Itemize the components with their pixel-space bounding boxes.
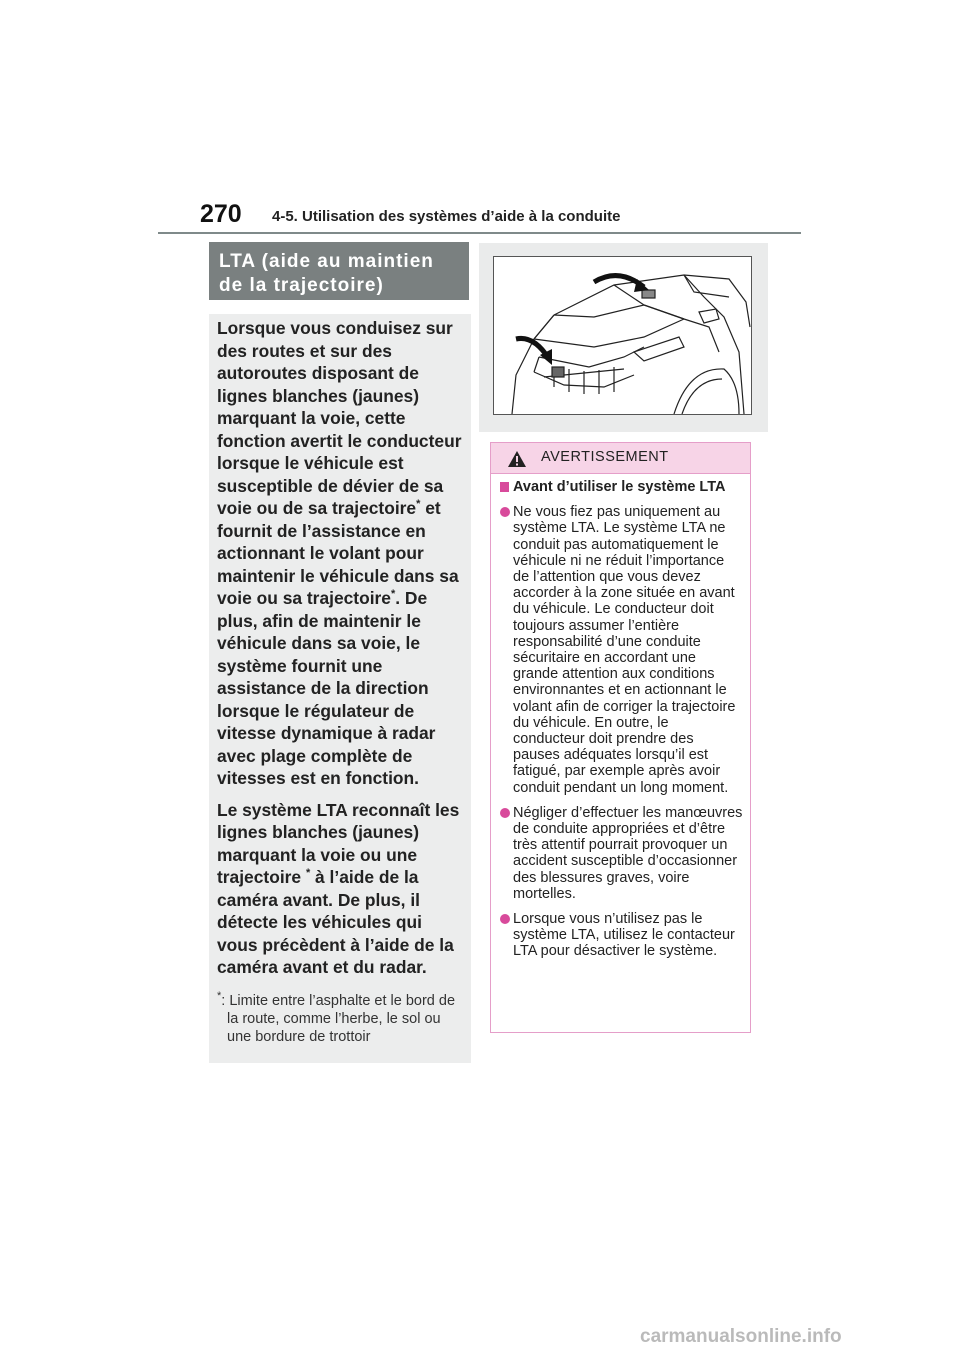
intro-paragraph-2 — [217, 799, 463, 979]
warning-bullet — [500, 805, 743, 902]
lta-title: LTA (aide au maintien de la trajectoire) — [219, 251, 434, 296]
warning-bullet — [500, 911, 743, 960]
warning-body — [491, 474, 750, 960]
intro-text: . De plus, afin de maintenir le véhicule dans sa voie, le système fournit une assistance de la direction lorsque le régulateur de vitesse dynamique à radar avec plage complète de vitesses est en fonction. — [217, 588, 436, 788]
page-number: 270 — [200, 200, 242, 228]
warning-header — [491, 443, 750, 474]
warning-bullet — [500, 504, 743, 796]
warning-box — [490, 442, 751, 1033]
lta-title-box — [209, 242, 469, 300]
footnote — [217, 989, 463, 1046]
asterisk: * — [305, 867, 311, 880]
car-illustration — [493, 256, 752, 415]
warning-bullet-text: Ne vous fiez pas uniquement au système LTA. Le système LTA ne conduit pas automatiquement le véhicule ni ne réduit l’importance de l’attention que vous devez accorder à la zone située en avant du véhicule. Le conducteur doit toujours assumer l’entière responsabilité d’une conduite sécuritaire en accordant une grande attention aux conditions environnantes et en actionnant le volant afin de corriger la trajectoire du véhicule. En outre, le conducteur doit prendre des pauses adéquates lorsqu’il est fatigué, par exemple après avoir conduit pendant un long moment. — [513, 504, 736, 796]
illustration-box — [479, 243, 768, 432]
car-front-camera-radar-illustration — [494, 257, 751, 414]
warning-subheading-text: Avant d’utiliser le système LTA — [513, 479, 726, 495]
warning-bullet-text: Négliger d’effectuer les manœuvres de conduite appropriées et d’être très attentif pourrait provoquer un accident susceptible d’occasionner des blessures graves, voire mortelles. — [513, 804, 743, 902]
warning-bullet-text: Lorsque vous n’utilisez pas le système LTA, utilisez le contacteur LTA pour désactiver le système. — [513, 911, 735, 960]
intro-text: Le système LTA reconnaît les lignes blanches (jaunes) marquant la voie ou une trajectoire — [217, 799, 460, 887]
header-divider — [158, 232, 801, 234]
warning-triangle-icon — [507, 450, 527, 468]
footnote-mark: * — [217, 989, 222, 1002]
intro-text: Lorsque vous conduisez sur des routes et sur des autoroutes disposant de lignes blanches (jaunes) marquant la voie, cette fonction avertit le conducteur lorsque le véhicule est susceptible de dévier de sa voie ou de sa trajectoire — [217, 318, 462, 518]
warning-subheading — [500, 479, 743, 495]
warning-title: AVERTISSEMENT — [541, 449, 669, 465]
square-bullet-icon — [500, 482, 509, 492]
circle-bullet-icon — [500, 914, 510, 924]
asterisk: * — [390, 588, 396, 601]
intro-text: à l’aide de la caméra avant. De plus, il détecte les véhicules qui vous précèdent à l’aide de la caméra avant et du radar. — [217, 867, 454, 977]
intro-paragraph-1 — [217, 317, 463, 790]
watermark: carmanualsonline.info — [640, 1326, 842, 1347]
intro-box — [209, 314, 471, 1063]
circle-bullet-icon — [500, 808, 510, 818]
intro-text: et fournit de l’assistance en actionnant le volant pour maintenir le véhicule dans sa voie ou sa trajectoire — [217, 498, 459, 608]
circle-bullet-icon — [500, 507, 510, 517]
footnote-text: : Limite entre l’asphalte et le bord de la route, comme l’herbe, le sol ou une bordure de trottoir — [221, 992, 456, 1045]
asterisk: * — [416, 498, 421, 511]
section-header: 4-5. Utilisation des systèmes d’aide à la conduite — [272, 208, 621, 225]
